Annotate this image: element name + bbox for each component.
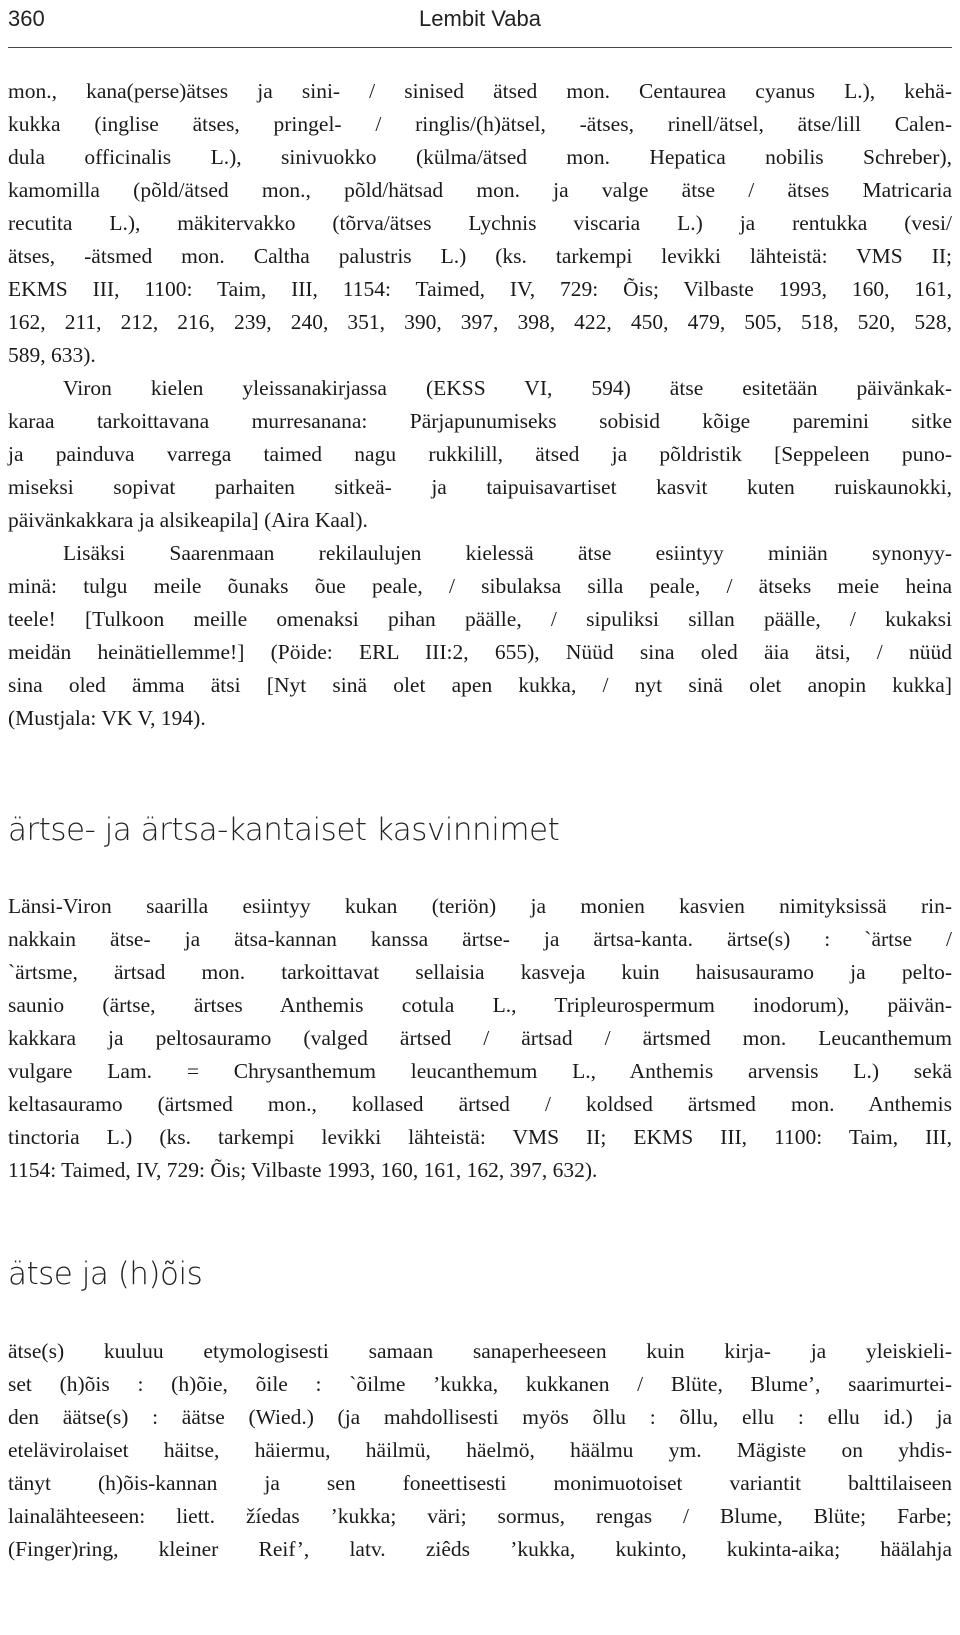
text-line: etelävirolaiset häitse, häiermu, häilmü, häelmö, häälmu ym. Mägiste on yhdis- [8, 1438, 952, 1462]
text-line: päivänkakkara ja alsikeapila] (Aira Kaal). [8, 508, 368, 532]
text-line: recutita L.), mäkitervakko (tõrva/ätses Lychnis viscaria L.) ja rentukka (vesi/ [8, 211, 952, 235]
text-line: (Finger)ring, kleiner Reif’, latv. ziêds ’kukka, kukinto, kukinta-aika; häälahja [8, 1537, 952, 1561]
text-line: `ärtsme, ärtsad mon. tarkoittavat sellaisia kasveja kuin haisusauramo ja pelto- [8, 960, 952, 984]
text-line: miseksi sopivat parhaiten sitkeä- ja taipuisavartiset kasvit kuten ruiskaunokki, [8, 475, 952, 499]
text-line: kakkara ja peltosauramo (valged ärtsed / ärtsad / ärtsmed mon. Leucanthemum [8, 1026, 952, 1050]
text-line: vulgare Lam. = Chrysanthemum leucanthemum L., Anthemis arvensis L.) sekä [8, 1059, 952, 1083]
text-line: saunio (ärtse, ärtses Anthemis cotula L., Tripleurospermum inodorum), päivän- [8, 993, 952, 1017]
section-heading: ätse ja (h)õis [8, 1256, 203, 1292]
text-line: meidän heinätiellemme!] (Pöide: ERL III:2, 655), Nüüd sina oled äia ätsi, / nüüd [8, 640, 952, 664]
section-heading: ärtse- ja ärtsa-kantaiset kasvinnimet [8, 812, 560, 848]
header-rule [8, 47, 952, 48]
text-line: 162, 211, 212, 216, 239, 240, 351, 390, 397, 398, 422, 450, 479, 505, 518, 520, 528, [8, 310, 952, 334]
text-line: dula officinalis L.), sinivuokko (külma/ätsed mon. Hepatica nobilis Schreber), [8, 145, 952, 169]
text-line: sina oled ämma ätsi [Nyt sinä olet apen kukka, / nyt sinä olet anopin kukka] [8, 673, 952, 697]
text-line: teele! [Tulkoon meille omenaksi pihan päälle, / sipuliksi sillan päälle, / kukaksi [8, 607, 952, 631]
text-line: minä: tulgu meile õunaks õue peale, / sibulaksa silla peale, / ätseks meie heina [8, 574, 952, 598]
running-title: Lembit Vaba [419, 6, 541, 31]
page-header [8, 0, 952, 44]
text-line: tinctoria L.) (ks. tarkempi levikki lähteistä: VMS II; EKMS III, 1100: Taim, III, [8, 1125, 952, 1149]
text-line: Länsi-Viron saarilla esiintyy kukan (teriön) ja monien kasvien nimityksissä rin- [8, 894, 952, 918]
paragraph-block-2 [8, 890, 952, 1187]
text-line: ätse(s) kuuluu etymologisesti samaan sanaperheeseen kuin kirja- ja yleiskieli- [8, 1339, 952, 1363]
page-number: 360 [8, 6, 45, 31]
text-line: lainalähteeseen: liett. žíedas ’kukka; väri; sormus, rengas / Blume, Blüte; Farbe; [8, 1504, 952, 1528]
text-line: karaa tarkoittavana murresanana: Pärjapunumiseks sobisid kõige paremini sitke [8, 409, 952, 433]
paragraph-block-1 [8, 75, 952, 735]
text-line: Lisäksi Saarenmaan rekilaulujen kielessä ätse esiintyy miniän synonyy- [63, 541, 952, 565]
text-line: tänyt (h)õis-kannan ja sen foneettisesti monimuotoiset variantit balttilaiseen [8, 1471, 952, 1495]
text-line: nakkain ätse- ja ätsa-kannan kanssa ärtse- ja ärtsa-kanta. ärtse(s) : `ärtse / [8, 927, 952, 951]
text-line: kukka (inglise ätses, pringel- / ringlis/(h)ätsel, -ätses, rinell/ätsel, ätse/lill Calen- [8, 112, 952, 136]
text-line: keltasauramo (ärtsmed mon., kollased ärtsed / koldsed ärtsmed mon. Anthemis [8, 1092, 952, 1116]
text-line: EKMS III, 1100: Taim, III, 1154: Taimed, IV, 729: Õis; Vilbaste 1993, 160, 161, [8, 277, 952, 301]
text-line: kamomilla (põld/ätsed mon., põld/hätsad mon. ja valge ätse / ätses Matricaria [8, 178, 952, 202]
text-line: den äätse(s) : äätse (Wied.) (ja mahdollisesti myös õllu : õllu, ellu : ellu id.) ja [8, 1405, 952, 1429]
text-line: 1154: Taimed, IV, 729: Õis; Vilbaste 1993, 160, 161, 162, 397, 632). [8, 1158, 598, 1182]
text-line: (Mustjala: VK V, 194). [8, 706, 206, 730]
text-line: set (h)õis : (h)õie, õile : `õilme ’kukka, kukkanen / Blüte, Blume’, saarimurtei- [8, 1372, 952, 1396]
text-line: Viron kielen yleissanakirjassa (EKSS VI, 594) ätse esitetään päivänkak- [63, 376, 952, 400]
text-line: ätses, -ätsmed mon. Caltha palustris L.) (ks. tarkempi levikki lähteistä: VMS II; [8, 244, 952, 268]
text-line: mon., kana(perse)ätses ja sini- / sinised ätsed mon. Centaurea cyanus L.), kehä- [8, 79, 952, 103]
paragraph-block-3 [8, 1335, 952, 1566]
text-line: 589, 633). [8, 343, 96, 367]
text-line: ja painduva varrega taimed nagu rukkilill, ätsed ja põldristik [Seppeleen puno- [8, 442, 952, 466]
